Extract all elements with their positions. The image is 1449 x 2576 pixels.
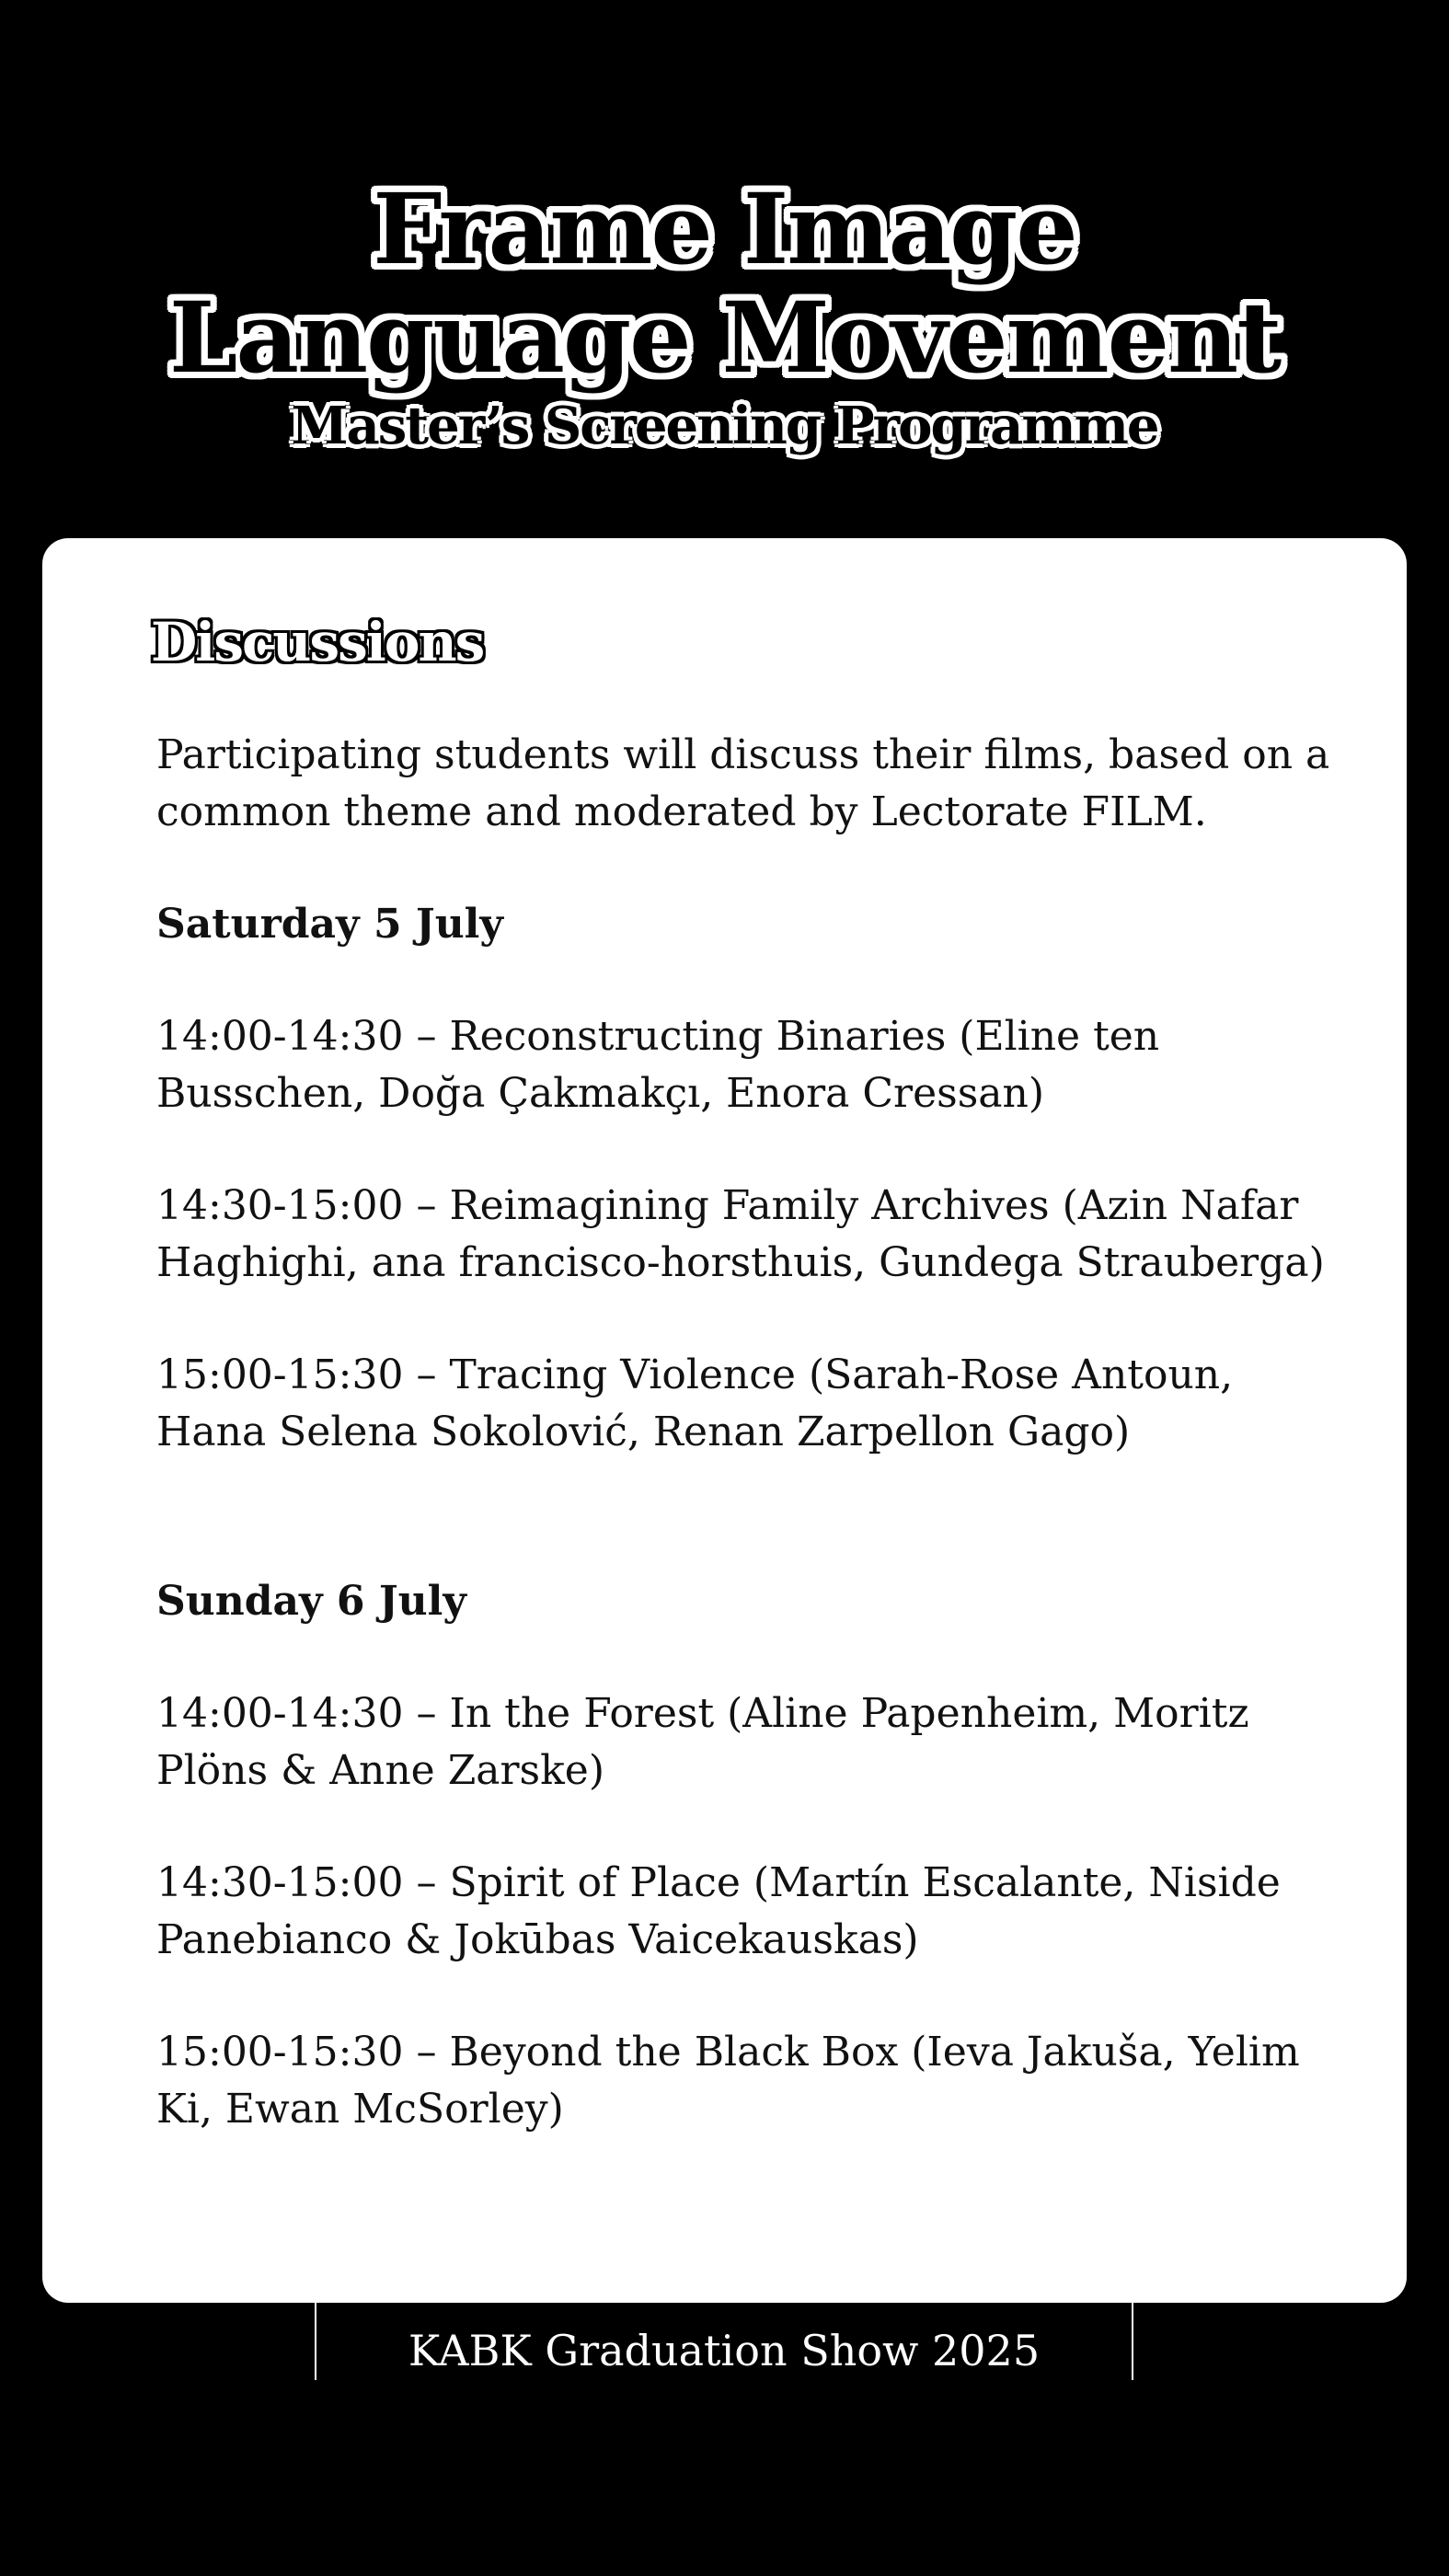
session-item: 15:00-15:30 – Beyond the Black Box (Ieva Jakuša, Yelim Ki, Ewan McSorley) xyxy=(156,2029,1300,2133)
session-item: 15:00-15:30 – Tracing Violence (Sarah-Rose Antoun, Hana Selena Sokolović, Renan Zarpellon Gago) xyxy=(156,1351,1234,1455)
session-item: 14:00-14:30 – In the Forest (Aline Papenheim, Moritz Plöns & Anne Zarske) xyxy=(156,1690,1249,1794)
title-line-1: Frame Image xyxy=(373,171,1076,286)
title-line-2: Language Movement xyxy=(168,280,1281,395)
subtitle: Master’s Screening Programme xyxy=(291,396,1158,456)
footer xyxy=(315,2303,1133,2380)
discussions-card xyxy=(42,538,1407,2303)
section-heading: Discussions xyxy=(151,611,484,673)
intro-text: Participating students will discuss their films, based on a common theme and moderated by Lectorate FILM. xyxy=(156,731,1330,835)
page-title xyxy=(0,171,1449,395)
header xyxy=(0,171,1449,458)
session-item: 14:30-15:00 – Reimagining Family Archives (Azin Nafar Haghighi, ana francisco-horsthuis, Gundega Strauberga) xyxy=(156,1182,1325,1286)
footer-text: KABK Graduation Show 2025 xyxy=(408,2326,1041,2375)
day-heading-saturday: Saturday 5 July xyxy=(156,901,503,948)
session-item: 14:00-14:30 – Reconstructing Binaries (Eline ten Busschen, Doğa Çakmakçı, Enora Cressan) xyxy=(156,1013,1160,1117)
card-content xyxy=(156,727,1343,2193)
day-heading-sunday: Sunday 6 July xyxy=(156,1578,466,1625)
session-item: 14:30-15:00 – Spirit of Place (Martín Escalante, Niside Panebianco & Jokūbas Vaicekauskas) xyxy=(156,1859,1281,1963)
